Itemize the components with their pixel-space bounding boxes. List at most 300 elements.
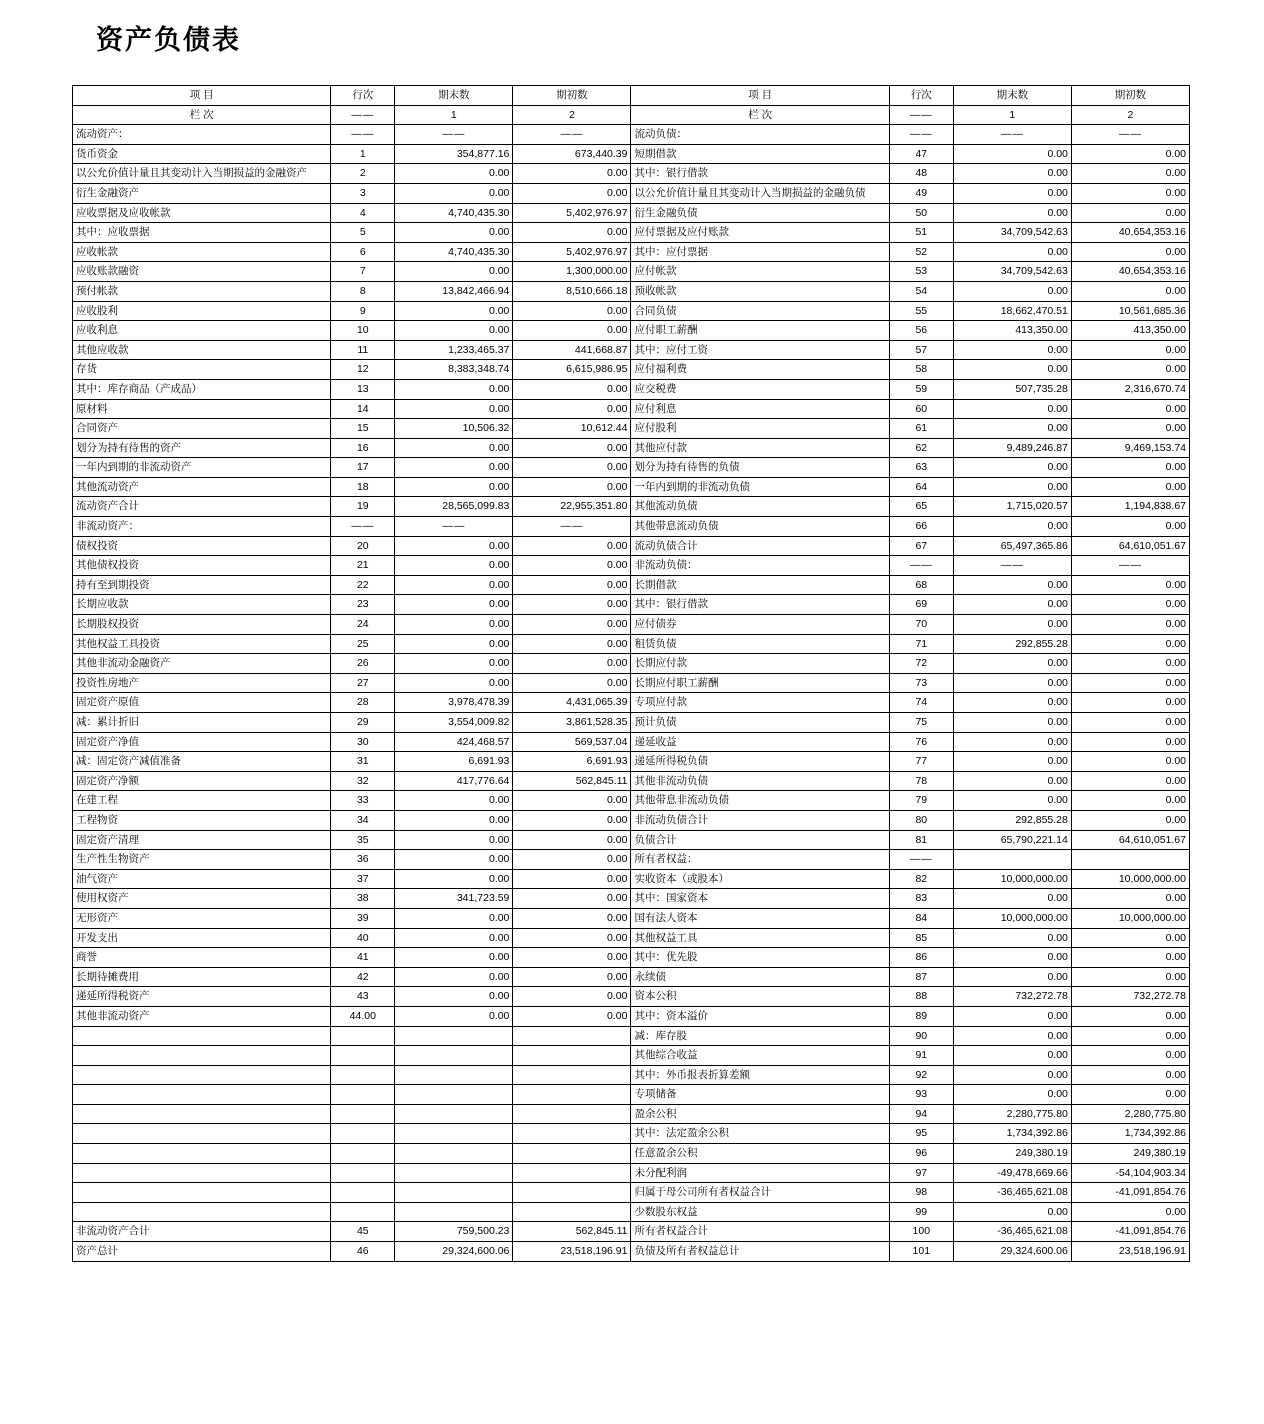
row-line-no-left: 22: [331, 575, 395, 595]
row-end-balance-right: 0.00: [953, 732, 1071, 752]
row-line-no-left: [331, 1144, 395, 1164]
row-line-no-right: 76: [889, 732, 953, 752]
row-item-label-left: 固定资产净值: [73, 732, 331, 752]
row-begin-balance-left: 673,440.39: [513, 144, 631, 164]
row-line-no-right: 70: [889, 615, 953, 635]
row-begin-balance-right: ——: [1071, 556, 1189, 576]
table-row: [73, 262, 1190, 282]
row-end-balance-right: 249,380.19: [953, 1144, 1071, 1164]
row-end-balance-right: 0.00: [953, 771, 1071, 791]
row-line-no-left: 5: [331, 223, 395, 243]
row-item-label-right: 其他流动负债: [631, 497, 889, 517]
row-begin-balance-right: -41,091,854.76: [1071, 1183, 1189, 1203]
row-end-balance-left: [395, 1144, 513, 1164]
row-item-label-left: 货币资金: [73, 144, 331, 164]
row-begin-balance-left: 0.00: [513, 928, 631, 948]
row-item-label-left: [73, 1046, 331, 1066]
row-end-balance-left: 0.00: [395, 223, 513, 243]
table-row: [73, 1124, 1190, 1144]
row-end-balance-right: 34,709,542.63: [953, 223, 1071, 243]
row-begin-balance-right: 10,000,000.00: [1071, 908, 1189, 928]
row-item-label-right: 其他带息流动负债: [631, 517, 889, 537]
row-item-label-right: 应付股利: [631, 419, 889, 439]
row-item-label-left: 应收帐款: [73, 242, 331, 262]
row-item-label-right: 递延所得税负债: [631, 752, 889, 772]
row-line-no-right: 83: [889, 889, 953, 909]
row-line-no-right: 61: [889, 419, 953, 439]
row-begin-balance-left: [513, 1124, 631, 1144]
table-row: [73, 928, 1190, 948]
table-row: [73, 183, 1190, 203]
row-end-balance-left: 0.00: [395, 810, 513, 830]
row-begin-balance-left: 0.00: [513, 791, 631, 811]
row-item-label-left: 使用权资产: [73, 889, 331, 909]
row-begin-balance-right: 0.00: [1071, 615, 1189, 635]
row-item-label-right: 负债及所有者权益总计: [631, 1242, 889, 1262]
row-end-balance-left: [395, 1202, 513, 1222]
row-line-no-right: 88: [889, 987, 953, 1007]
table-row: [73, 967, 1190, 987]
row-line-no-right: 71: [889, 634, 953, 654]
row-item-label-left: 合同资产: [73, 419, 331, 439]
row-end-balance-left: [395, 1026, 513, 1046]
table-row: [73, 634, 1190, 654]
row-line-no-right: 51: [889, 223, 953, 243]
table-row: [73, 125, 1190, 145]
row-line-no-right: 90: [889, 1026, 953, 1046]
row-end-balance-right: 18,662,470.51: [953, 301, 1071, 321]
row-begin-balance-right: 40,654,353.16: [1071, 223, 1189, 243]
row-item-label-left: 投资性房地产: [73, 673, 331, 693]
row-begin-balance-right: 0.00: [1071, 1065, 1189, 1085]
row-end-balance-left: [395, 1163, 513, 1183]
row-end-balance-right: 0.00: [953, 791, 1071, 811]
header-end-right: 期末数: [953, 86, 1071, 106]
table-row: [73, 693, 1190, 713]
row-end-balance-left: ——: [395, 517, 513, 537]
row-line-no-left: 34: [331, 810, 395, 830]
row-begin-balance-right: [1071, 850, 1189, 870]
row-line-no-right: 64: [889, 477, 953, 497]
table-row: [73, 1222, 1190, 1242]
row-end-balance-left: 3,978,478.39: [395, 693, 513, 713]
row-item-label-left: 在建工程: [73, 791, 331, 811]
row-begin-balance-right: 0.00: [1071, 458, 1189, 478]
row-line-no-left: [331, 1065, 395, 1085]
row-end-balance-left: [395, 1104, 513, 1124]
row-item-label-left: [73, 1124, 331, 1144]
row-line-no-left: 26: [331, 654, 395, 674]
row-end-balance-left: 8,383,348.74: [395, 360, 513, 380]
row-begin-balance-left: [513, 1085, 631, 1105]
table-row: [73, 830, 1190, 850]
table-row: [73, 810, 1190, 830]
row-item-label-left: 资产总计: [73, 1242, 331, 1262]
row-item-label-left: 应收票据及应收帐款: [73, 203, 331, 223]
row-begin-balance-right: 0.00: [1071, 810, 1189, 830]
row-item-label-right: 专项储备: [631, 1085, 889, 1105]
row-begin-balance-right: 0.00: [1071, 1006, 1189, 1026]
table-row: [73, 771, 1190, 791]
row-line-no-left: 43: [331, 987, 395, 1007]
table-row: [73, 1163, 1190, 1183]
row-line-no-right: 74: [889, 693, 953, 713]
row-line-no-left: 46: [331, 1242, 395, 1262]
row-begin-balance-right: 10,000,000.00: [1071, 869, 1189, 889]
row-item-label-right: 所有者权益：: [631, 850, 889, 870]
row-item-label-right: 其中：法定盈余公积: [631, 1124, 889, 1144]
row-line-no-right: 60: [889, 399, 953, 419]
row-end-balance-right: 413,350.00: [953, 321, 1071, 341]
row-item-label-left: 长期待摊费用: [73, 967, 331, 987]
row-begin-balance-right: 413,350.00: [1071, 321, 1189, 341]
row-item-label-right: 其中：应付票据: [631, 242, 889, 262]
row-end-balance-right: 0.00: [953, 889, 1071, 909]
row-item-label-right: 未分配利润: [631, 1163, 889, 1183]
row-end-balance-left: 28,565,099.83: [395, 497, 513, 517]
row-begin-balance-left: 0.00: [513, 987, 631, 1007]
row-line-no-left: 7: [331, 262, 395, 282]
row-begin-balance-left: 0.00: [513, 908, 631, 928]
row-end-balance-right: 0.00: [953, 928, 1071, 948]
row-end-balance-right: 0.00: [953, 713, 1071, 733]
row-end-balance-left: 13,842,466.94: [395, 281, 513, 301]
row-item-label-left: 其他应收款: [73, 340, 331, 360]
row-begin-balance-left: 6,691.93: [513, 752, 631, 772]
row-item-label-right: 其中：优先股: [631, 948, 889, 968]
row-line-no-right: 87: [889, 967, 953, 987]
row-item-label-right: 合同负债: [631, 301, 889, 321]
row-end-balance-right: 0.00: [953, 203, 1071, 223]
row-item-label-left: 划分为持有待售的资产: [73, 438, 331, 458]
subheader-two-left: 2: [513, 105, 631, 125]
row-end-balance-left: 0.00: [395, 262, 513, 282]
row-end-balance-right: 0.00: [953, 1026, 1071, 1046]
row-item-label-right: 预收帐款: [631, 281, 889, 301]
row-end-balance-left: 0.00: [395, 850, 513, 870]
table-body: [73, 125, 1190, 1261]
row-line-no-left: [331, 1104, 395, 1124]
row-item-label-right: 所有者权益合计: [631, 1222, 889, 1242]
row-begin-balance-left: 0.00: [513, 654, 631, 674]
row-line-no-left: 33: [331, 791, 395, 811]
table-row: [73, 438, 1190, 458]
row-begin-balance-right: 0.00: [1071, 183, 1189, 203]
row-begin-balance-right: 2,316,670.74: [1071, 379, 1189, 399]
table-row: [73, 536, 1190, 556]
table-row: [73, 791, 1190, 811]
row-line-no-left: 44.00: [331, 1006, 395, 1026]
row-end-balance-left: 0.00: [395, 536, 513, 556]
row-item-label-left: 其中：库存商品（产成品）: [73, 379, 331, 399]
row-end-balance-right: 2,280,775.80: [953, 1104, 1071, 1124]
row-line-no-left: ——: [331, 517, 395, 537]
row-end-balance-right: 0.00: [953, 673, 1071, 693]
row-begin-balance-left: 441,668.87: [513, 340, 631, 360]
row-begin-balance-right: 0.00: [1071, 1085, 1189, 1105]
row-begin-balance-left: 0.00: [513, 536, 631, 556]
table-row: [73, 673, 1190, 693]
row-end-balance-left: 341,723.59: [395, 889, 513, 909]
table-row: [73, 1065, 1190, 1085]
row-end-balance-right: 10,000,000.00: [953, 908, 1071, 928]
row-begin-balance-right: 0.00: [1071, 517, 1189, 537]
row-begin-balance-left: 0.00: [513, 183, 631, 203]
row-end-balance-right: 0.00: [953, 693, 1071, 713]
row-item-label-right: 任意盈余公积: [631, 1144, 889, 1164]
header-begin-right: 期初数: [1071, 86, 1189, 106]
row-item-label-right: 其他带息非流动负债: [631, 791, 889, 811]
row-begin-balance-right: 1,734,392.86: [1071, 1124, 1189, 1144]
row-begin-balance-right: 0.00: [1071, 673, 1189, 693]
row-line-no-left: 14: [331, 399, 395, 419]
table-row: [73, 732, 1190, 752]
row-line-no-left: 3: [331, 183, 395, 203]
row-line-no-right: 79: [889, 791, 953, 811]
row-item-label-left: 一年内到期的非流动资产: [73, 458, 331, 478]
row-begin-balance-right: 0.00: [1071, 1026, 1189, 1046]
row-item-label-left: 减：累计折旧: [73, 713, 331, 733]
row-item-label-left: 其中：应收票据: [73, 223, 331, 243]
row-begin-balance-right: 0.00: [1071, 713, 1189, 733]
table-row: [73, 752, 1190, 772]
row-end-balance-right: 0.00: [953, 575, 1071, 595]
row-end-balance-right: 0.00: [953, 1046, 1071, 1066]
row-item-label-right: 其他综合收益: [631, 1046, 889, 1066]
row-line-no-right: ——: [889, 850, 953, 870]
row-end-balance-left: 0.00: [395, 673, 513, 693]
row-line-no-right: 57: [889, 340, 953, 360]
row-begin-balance-right: 40,654,353.16: [1071, 262, 1189, 282]
row-begin-balance-left: 0.00: [513, 301, 631, 321]
row-begin-balance-right: 0.00: [1071, 144, 1189, 164]
table-row: [73, 850, 1190, 870]
row-begin-balance-right: 64,610,051.67: [1071, 536, 1189, 556]
row-end-balance-right: 0.00: [953, 595, 1071, 615]
row-item-label-right: 应付帐款: [631, 262, 889, 282]
row-begin-balance-left: 0.00: [513, 889, 631, 909]
row-begin-balance-left: 3,861,528.35: [513, 713, 631, 733]
row-item-label-right: 租赁负债: [631, 634, 889, 654]
row-line-no-right: 78: [889, 771, 953, 791]
row-begin-balance-left: 4,431,065.39: [513, 693, 631, 713]
row-item-label-right: 递延收益: [631, 732, 889, 752]
row-begin-balance-left: 0.00: [513, 810, 631, 830]
row-line-no-left: 6: [331, 242, 395, 262]
row-line-no-right: 69: [889, 595, 953, 615]
row-line-no-left: 41: [331, 948, 395, 968]
row-line-no-right: 72: [889, 654, 953, 674]
row-line-no-left: 38: [331, 889, 395, 909]
row-item-label-left: 其他非流动资产: [73, 1006, 331, 1026]
row-line-no-right: 65: [889, 497, 953, 517]
row-line-no-left: 28: [331, 693, 395, 713]
row-end-balance-left: 0.00: [395, 321, 513, 341]
row-end-balance-left: 0.00: [395, 791, 513, 811]
row-end-balance-right: -49,478,669.66: [953, 1163, 1071, 1183]
row-end-balance-left: 0.00: [395, 654, 513, 674]
row-end-balance-left: 0.00: [395, 477, 513, 497]
row-item-label-right: 应交税费: [631, 379, 889, 399]
row-item-label-right: 专项应付款: [631, 693, 889, 713]
row-begin-balance-right: 1,194,838.67: [1071, 497, 1189, 517]
table-row: [73, 595, 1190, 615]
row-line-no-left: 31: [331, 752, 395, 772]
row-line-no-left: 1: [331, 144, 395, 164]
row-item-label-left: 持有至到期投资: [73, 575, 331, 595]
table-row: [73, 379, 1190, 399]
row-item-label-left: 无形资产: [73, 908, 331, 928]
row-line-no-right: 92: [889, 1065, 953, 1085]
row-item-label-left: [73, 1065, 331, 1085]
row-end-balance-right: 0.00: [953, 1202, 1071, 1222]
row-begin-balance-left: 0.00: [513, 458, 631, 478]
row-begin-balance-left: [513, 1046, 631, 1066]
row-line-no-left: 8: [331, 281, 395, 301]
row-begin-balance-right: 0.00: [1071, 477, 1189, 497]
row-line-no-left: [331, 1046, 395, 1066]
row-line-no-left: 23: [331, 595, 395, 615]
row-item-label-right: 其中：银行借款: [631, 164, 889, 184]
row-item-label-left: 其他债权投资: [73, 556, 331, 576]
row-end-balance-left: 0.00: [395, 967, 513, 987]
row-line-no-left: 35: [331, 830, 395, 850]
row-end-balance-right: 732,272.78: [953, 987, 1071, 1007]
row-line-no-right: 54: [889, 281, 953, 301]
row-begin-balance-right: -41,091,854.76: [1071, 1222, 1189, 1242]
header-line-left: 行次: [331, 86, 395, 106]
row-item-label-right: 盈余公积: [631, 1104, 889, 1124]
row-begin-balance-right: 0.00: [1071, 281, 1189, 301]
row-item-label-right: 其中：外币报表折算差额: [631, 1065, 889, 1085]
row-line-no-left: 15: [331, 419, 395, 439]
row-line-no-right: 52: [889, 242, 953, 262]
row-begin-balance-right: 0.00: [1071, 242, 1189, 262]
row-item-label-right: 国有法人资本: [631, 908, 889, 928]
table-header: [73, 86, 1190, 125]
table-row: [73, 419, 1190, 439]
row-begin-balance-right: ——: [1071, 125, 1189, 145]
row-end-balance-left: 0.00: [395, 595, 513, 615]
table-row: [73, 360, 1190, 380]
row-line-no-right: 56: [889, 321, 953, 341]
subheader-one-right: 1: [953, 105, 1071, 125]
row-item-label-left: 生产性生物资产: [73, 850, 331, 870]
row-line-no-right: 94: [889, 1104, 953, 1124]
row-item-label-right: 应付职工薪酬: [631, 321, 889, 341]
row-line-no-right: 85: [889, 928, 953, 948]
row-begin-balance-left: 0.00: [513, 967, 631, 987]
row-end-balance-right: 0.00: [953, 458, 1071, 478]
row-item-label-left: 油气资产: [73, 869, 331, 889]
row-end-balance-left: 424,468.57: [395, 732, 513, 752]
row-begin-balance-right: 64,610,051.67: [1071, 830, 1189, 850]
row-begin-balance-left: 0.00: [513, 379, 631, 399]
row-item-label-right: 预计负债: [631, 713, 889, 733]
row-end-balance-right: [953, 850, 1071, 870]
row-end-balance-left: 0.00: [395, 1006, 513, 1026]
row-line-no-right: 75: [889, 713, 953, 733]
header-item-right: 项 目: [631, 86, 889, 106]
header-row-sub: [73, 105, 1190, 125]
row-begin-balance-left: 0.00: [513, 634, 631, 654]
row-begin-balance-right: 249,380.19: [1071, 1144, 1189, 1164]
row-begin-balance-right: 23,518,196.91: [1071, 1242, 1189, 1262]
row-line-no-right: 48: [889, 164, 953, 184]
row-end-balance-right: 9,489,246.87: [953, 438, 1071, 458]
row-item-label-left: 减：固定资产减值准备: [73, 752, 331, 772]
row-end-balance-left: 354,877.16: [395, 144, 513, 164]
table-row: [73, 203, 1190, 223]
row-item-label-right: 应付债券: [631, 615, 889, 635]
row-end-balance-right: 0.00: [953, 1085, 1071, 1105]
header-line-right: 行次: [889, 86, 953, 106]
row-item-label-left: 应收股利: [73, 301, 331, 321]
row-begin-balance-right: 732,272.78: [1071, 987, 1189, 1007]
page-title: 资产负债表: [96, 25, 241, 55]
row-line-no-left: 29: [331, 713, 395, 733]
row-end-balance-left: ——: [395, 125, 513, 145]
row-end-balance-right: ——: [953, 556, 1071, 576]
row-end-balance-right: 0.00: [953, 419, 1071, 439]
row-begin-balance-left: 0.00: [513, 321, 631, 341]
row-end-balance-right: 65,790,221.14: [953, 830, 1071, 850]
row-item-label-right: 其中：应付工资: [631, 340, 889, 360]
row-end-balance-left: 0.00: [395, 928, 513, 948]
table-row: [73, 301, 1190, 321]
row-item-label-left: 商誉: [73, 948, 331, 968]
row-begin-balance-right: 0.00: [1071, 948, 1189, 968]
row-end-balance-left: 0.00: [395, 164, 513, 184]
row-item-label-left: 其他非流动金融资产: [73, 654, 331, 674]
row-begin-balance-right: 0.00: [1071, 634, 1189, 654]
row-item-label-left: 流动资产：: [73, 125, 331, 145]
table-row: [73, 458, 1190, 478]
subheader-two-right: 2: [1071, 105, 1189, 125]
row-item-label-left: 非流动资产合计: [73, 1222, 331, 1242]
row-line-no-right: 101: [889, 1242, 953, 1262]
table-row: [73, 144, 1190, 164]
row-end-balance-left: 0.00: [395, 458, 513, 478]
row-begin-balance-left: 10,612.44: [513, 419, 631, 439]
row-begin-balance-left: 0.00: [513, 164, 631, 184]
row-end-balance-right: 0.00: [953, 242, 1071, 262]
row-begin-balance-left: 0.00: [513, 438, 631, 458]
row-end-balance-left: 0.00: [395, 301, 513, 321]
row-item-label-left: [73, 1144, 331, 1164]
row-line-no-left: 2: [331, 164, 395, 184]
row-begin-balance-left: [513, 1183, 631, 1203]
row-line-no-right: 95: [889, 1124, 953, 1144]
subheader-one-left: 1: [395, 105, 513, 125]
row-item-label-left: 长期股权投资: [73, 615, 331, 635]
row-begin-balance-left: 5,402,976.97: [513, 242, 631, 262]
row-begin-balance-right: -54,104,903.34: [1071, 1163, 1189, 1183]
header-begin-left: 期初数: [513, 86, 631, 106]
row-item-label-right: 实收资本（或股本）: [631, 869, 889, 889]
balance-sheet-page: [0, 18, 1264, 1424]
row-begin-balance-left: [513, 1104, 631, 1124]
row-line-no-left: 40: [331, 928, 395, 948]
row-end-balance-right: -36,465,621.08: [953, 1222, 1071, 1242]
row-begin-balance-right: 0.00: [1071, 360, 1189, 380]
table-row: [73, 1026, 1190, 1046]
row-line-no-left: 39: [331, 908, 395, 928]
row-end-balance-right: 292,855.28: [953, 634, 1071, 654]
row-line-no-right: 91: [889, 1046, 953, 1066]
row-begin-balance-right: 0.00: [1071, 1046, 1189, 1066]
row-line-no-left: [331, 1026, 395, 1046]
